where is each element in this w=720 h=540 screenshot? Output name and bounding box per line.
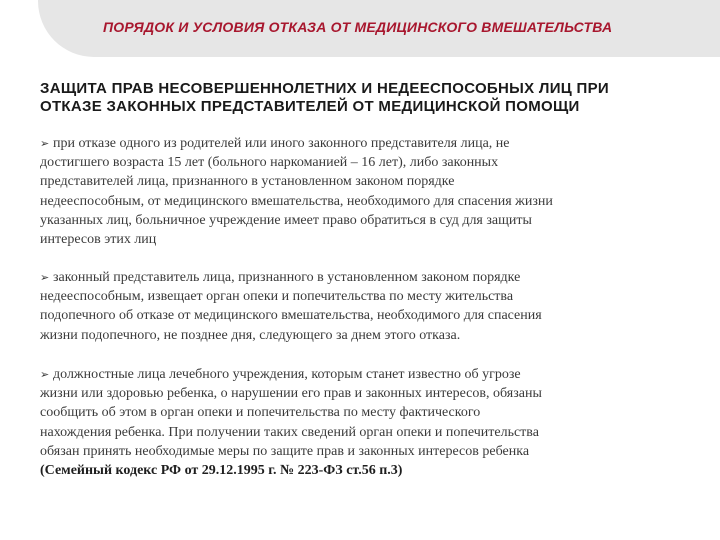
paragraph-line: подопечного об отказе от медицинского вмешательства, необходимого для спасения [40, 308, 542, 324]
header [0, 0, 720, 57]
paragraph-line: недееспособным, от медицинского вмешательства, необходимого для спасения жизни [40, 193, 553, 209]
paragraph-line [40, 365, 680, 384]
paragraph-line: интересов этих лиц [40, 232, 157, 248]
paragraph-line: нахождения ребенка. При получении таких сведений орган опеки и попечительства [40, 424, 539, 440]
paragraph-line: недееспособным, извещает орган опеки и попечительства по месту жительства [40, 289, 514, 305]
paragraph-line: обязан принять необходимые меры по защите прав и законных интересов ребенка [40, 443, 530, 459]
paragraph-line: жизни или здоровью ребенка, о нарушении его прав и законных интересов, обязаны [40, 386, 542, 402]
paragraph-guardian-notice [40, 268, 680, 345]
paragraph-line: достигшего возраста 15 лет (больного наркоманией – 16 лет), либо законных [40, 155, 499, 171]
arrowhead-bullet-icon: ➢ [40, 137, 50, 150]
paragraph-line: представителей лица, признанного в установленном законом порядке [40, 174, 455, 190]
paragraph-parent-refusal [40, 134, 680, 249]
section-title [40, 80, 690, 116]
paragraph-line: жизни подопечного, не позднее дня, следующего за днем этого отказа. [40, 327, 461, 343]
paragraph-line: сообщить об этом в орган опеки и попечительства по месту фактического [40, 405, 481, 421]
section-title-line: ОТКАЗЕ ЗАКОННЫХ ПРЕДСТАВИТЕЛЕЙ ОТ МЕДИЦИНСКОЙ ПОМОЩИ [40, 98, 580, 115]
legal-citation: (Семейный кодекс РФ от 29.12.1995 г. № 223-ФЗ ст.56 п.3) [40, 463, 403, 479]
paragraph-text: должностные лица лечебного учреждения, которым станет известно об угрозе [53, 367, 521, 382]
paragraph-text: при отказе одного из родителей или иного законного представителя лица, не [53, 136, 510, 151]
paragraph-line [40, 134, 680, 153]
section-title-line: ЗАЩИТА ПРАВ НЕСОВЕРШЕННОЛЕТНИХ И НЕДЕЕСПОСОБНЫХ ЛИЦ ПРИ [40, 80, 609, 97]
header-title: ПОРЯДОК И УСЛОВИЯ ОТКАЗА ОТ МЕДИЦИНСКОГО ВМЕШАТЕЛЬСТВА [103, 19, 613, 35]
arrowhead-bullet-icon: ➢ [40, 368, 50, 381]
paragraph-officials-duty [40, 365, 680, 480]
paragraph-line: указанных лиц, больничное учреждение имеет право обратиться в суд для защиты [40, 212, 532, 228]
arrowhead-bullet-icon: ➢ [40, 271, 50, 284]
paragraph-text: законный представитель лица, признанного в установленном законом порядке [53, 270, 521, 285]
paragraph-line [40, 268, 680, 287]
